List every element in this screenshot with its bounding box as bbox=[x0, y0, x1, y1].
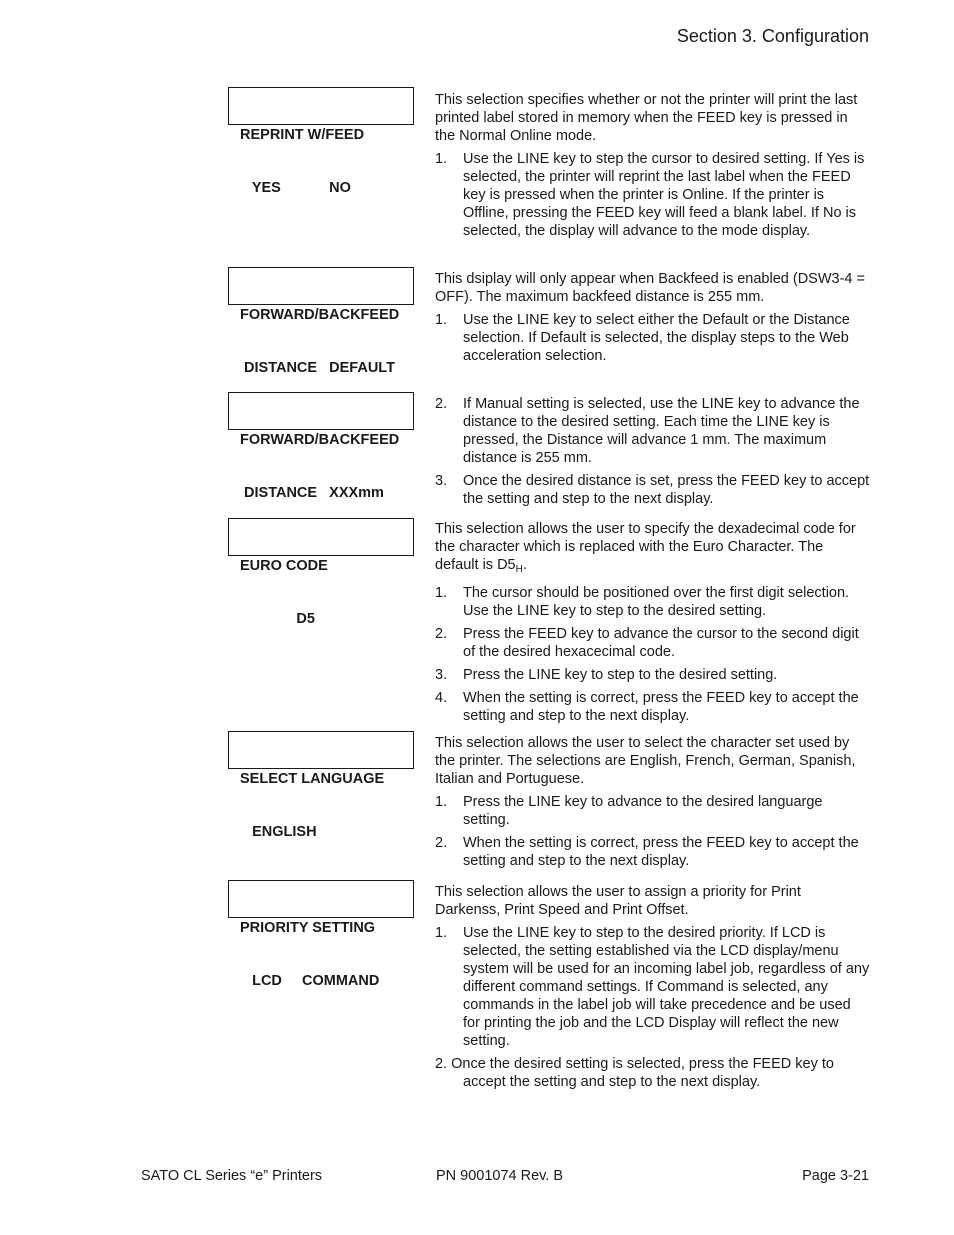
lcd-line-1: REPRINT W/FEED bbox=[240, 127, 365, 143]
step-item bbox=[435, 666, 870, 684]
step-number: 1. bbox=[435, 151, 448, 167]
lcd-backfeed-distance bbox=[228, 392, 414, 501]
intro-paragraph: This selection allows the user to assign a priority for Print Darkenss, Print Speed and Print Offset. bbox=[435, 884, 801, 918]
step-text: Press the LINE key to advance to the desired languarge setting. bbox=[463, 794, 823, 828]
step-item bbox=[435, 834, 870, 870]
lcd-line-2: DISTANCE XXXmm bbox=[240, 484, 384, 501]
lcd-line-1: FORWARD/BACKFEED bbox=[240, 432, 400, 448]
intro-paragraph: This selection specifies whether or not the printer will print the last printed label stored in memory when the FEED key is pressed in the Normal Online mode. bbox=[435, 92, 858, 144]
step-item bbox=[435, 689, 870, 725]
step-number: 1. bbox=[435, 925, 448, 941]
section-header: Section 3. Configuration bbox=[676, 26, 869, 46]
step-text: When the setting is correct, press the FEED key to accept the setting and step to the next display. bbox=[463, 835, 859, 869]
step-number: 1. bbox=[435, 794, 448, 810]
step-item bbox=[435, 150, 870, 240]
step-text: Once the desired distance is set, press the FEED key to accept the setting and step to the next display. bbox=[463, 473, 870, 507]
lcd-euro-code bbox=[228, 518, 414, 627]
backfeed-distance-description bbox=[435, 395, 870, 513]
step-item bbox=[435, 584, 870, 620]
intro-text: This selection allows the user to specify the dexadecimal code for the character which is replaced with the Euro Character. The default is D5 bbox=[435, 521, 856, 573]
step-number: 1. bbox=[435, 312, 448, 328]
final-step-item: 2. Once the desired setting is selected, press the FEED key to accept the setting and step to the next display. bbox=[435, 1056, 834, 1090]
step-number: 2. bbox=[435, 626, 448, 642]
step-number: 2. bbox=[435, 835, 448, 851]
step-number: 2. bbox=[435, 396, 448, 412]
intro-paragraph: This dsiplay will only appear when Backfeed is enabled (DSW3-4 = OFF). The maximum backfeed distance is 255 mm. bbox=[435, 271, 865, 305]
lcd-line-2: DISTANCE DEFAULT bbox=[240, 359, 395, 376]
lcd-line-2: LCD COMMAND bbox=[240, 972, 380, 989]
lcd-line-2: ENGLISH bbox=[240, 823, 317, 840]
step-item bbox=[435, 395, 870, 467]
step-item bbox=[435, 793, 870, 829]
lcd-line-1: FORWARD/BACKFEED bbox=[240, 307, 400, 323]
lcd-select-language bbox=[228, 731, 414, 840]
step-text: Use the LINE key to select either the Default or the Distance selection. If Default is selected, the display steps to the Web acceleration selection. bbox=[463, 312, 850, 364]
priority-description bbox=[435, 883, 870, 1096]
step-item bbox=[435, 472, 870, 508]
lcd-reprint-feed bbox=[228, 87, 414, 196]
step-number: 3. bbox=[435, 667, 448, 683]
step-number: 3. bbox=[435, 473, 448, 489]
step-text: The cursor should be positioned over the first digit selection. Use the LINE key to step to the desired setting. bbox=[463, 585, 850, 619]
step-item bbox=[435, 311, 870, 365]
lcd-backfeed-default bbox=[228, 267, 414, 376]
lcd-line-1: SELECT LANGUAGE bbox=[240, 771, 385, 787]
lcd-line-1: PRIORITY SETTING bbox=[240, 920, 376, 936]
step-text: Press the LINE key to step to the desired setting. bbox=[463, 667, 778, 683]
lcd-priority-setting bbox=[228, 880, 414, 989]
step-item bbox=[435, 924, 870, 1050]
intro-paragraph bbox=[435, 520, 870, 579]
euro-code-description bbox=[435, 520, 870, 730]
step-text: Press the FEED key to advance the cursor to the second digit of the desired hexacecimal code. bbox=[463, 626, 859, 660]
step-number: 4. bbox=[435, 690, 448, 706]
step-text: If Manual setting is selected, use the LINE key to advance the distance to the desired setting. Each time the LINE key is pressed, the Distance will advance 1 mm. The maximum distance is 255 mm. bbox=[463, 396, 860, 466]
step-text: Use the LINE key to step to the desired priority. If LCD is selected, the setting established via the LCD display/menu system will be used for an incoming label job, regardless of any different command settings. If Command is selected, any commands in the label job will take precedence and be used for printing the job and the LCD Display will reflect the new setting. bbox=[463, 925, 870, 1049]
lcd-line-2: D5 bbox=[240, 610, 315, 627]
step-number: 1. bbox=[435, 585, 448, 601]
hex-subscript: H bbox=[515, 564, 523, 575]
language-description bbox=[435, 734, 870, 875]
footer-product: SATO CL Series “e” Printers bbox=[141, 1168, 323, 1184]
footer-part-number: PN 9001074 Rev. B bbox=[436, 1168, 564, 1184]
lcd-line-2: YES NO bbox=[240, 179, 351, 196]
intro-paragraph: This selection allows the user to select the character set used by the printer. The selections are English, French, German, Spanish, Italian and Portuguese. bbox=[435, 735, 856, 787]
reprint-description bbox=[435, 91, 870, 245]
backfeed-default-description bbox=[435, 270, 870, 370]
step-text: Use the LINE key to step the cursor to desired setting. If Yes is selected, the printer will reprint the last label when the FEED key is pressed when the printer is Online. If the printer is Offline, pressing the FEED key will feed a blank label. If No is selected, the display will advance to the mode display. bbox=[463, 151, 865, 239]
intro-end: . bbox=[522, 557, 527, 573]
step-item bbox=[435, 625, 870, 661]
footer-page-number: Page 3-21 bbox=[802, 1168, 869, 1184]
lcd-line-1: EURO CODE bbox=[240, 558, 328, 574]
step-text: When the setting is correct, press the FEED key to accept the setting and step to the next display. bbox=[463, 690, 859, 724]
